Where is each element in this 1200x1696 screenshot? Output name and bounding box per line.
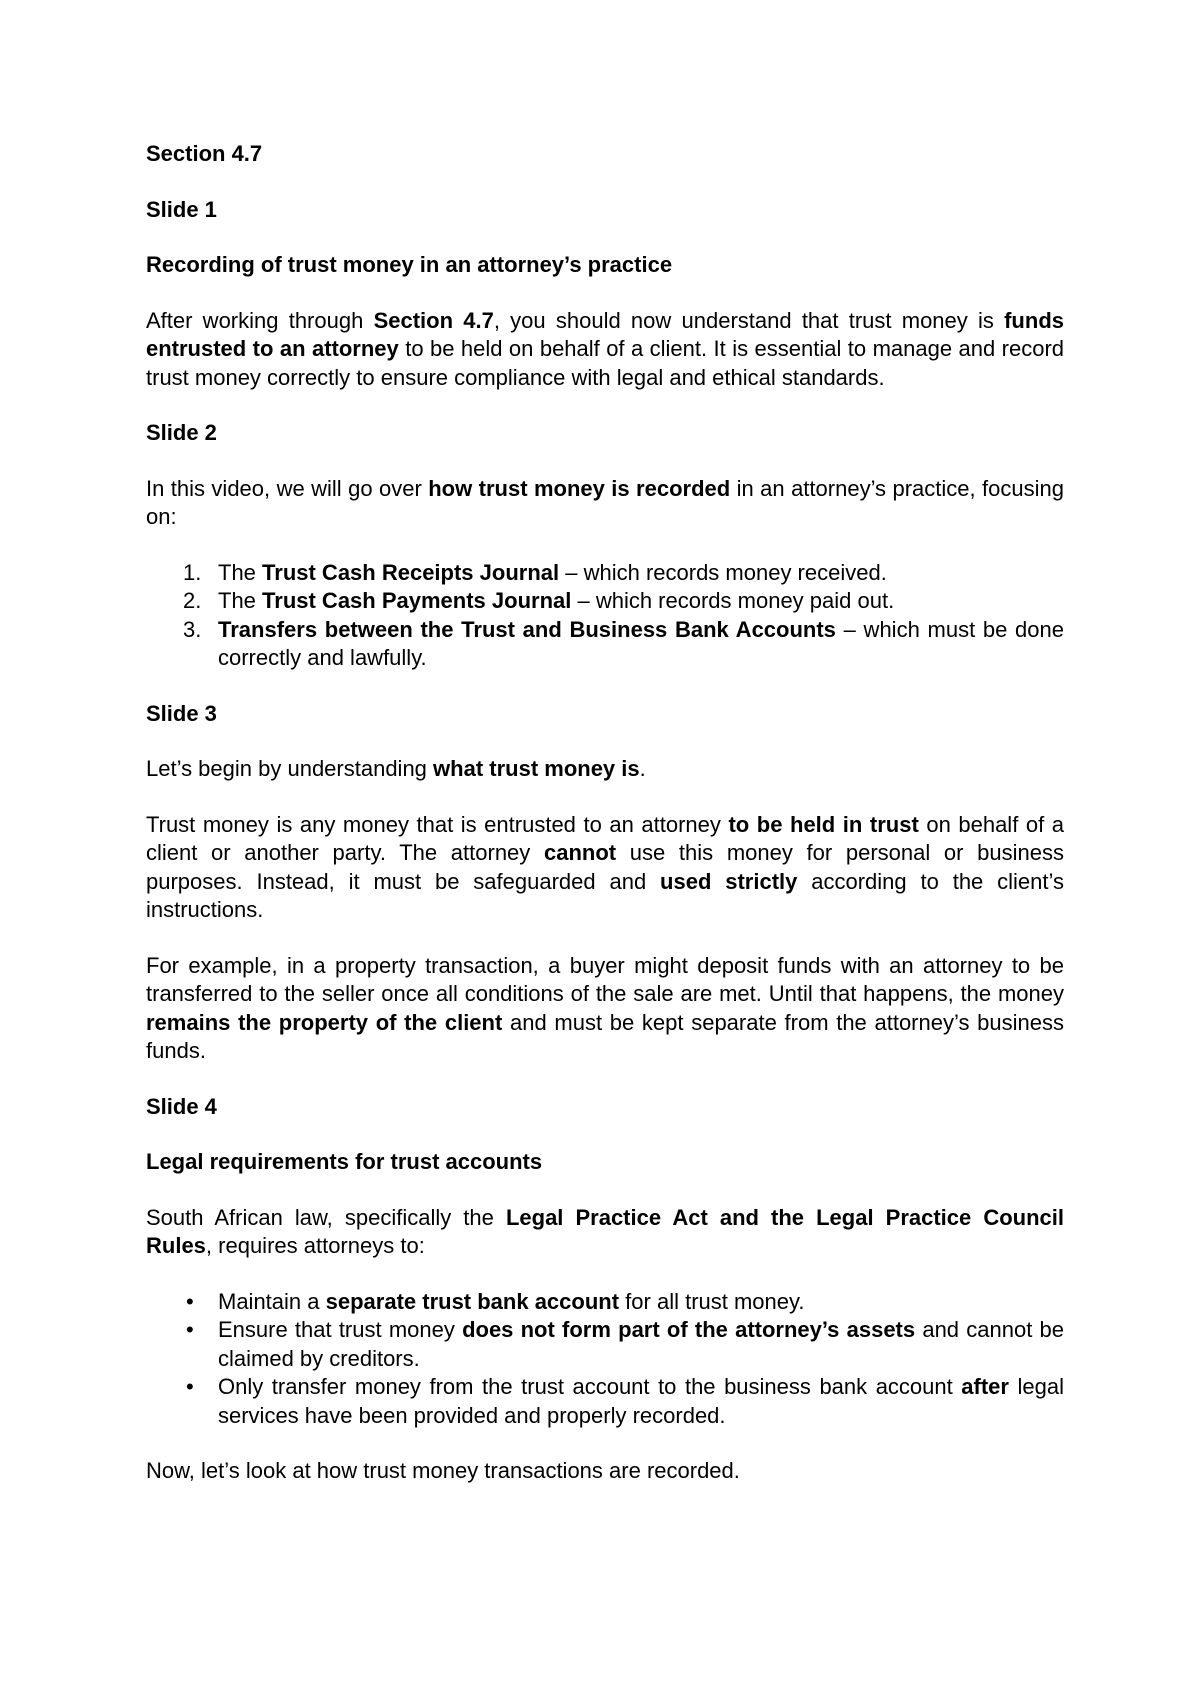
slide-2-label: Slide 2: [146, 420, 217, 445]
list-item: • Maintain a separate trust bank account for all trust money.: [146, 1288, 1064, 1317]
bold-text: funds entrusted to an attorney: [146, 307, 1064, 361]
bullet-icon: •: [186, 1288, 194, 1314]
bold-text: how trust money is recorded: [428, 475, 731, 501]
slide-3-paragraph-1: Let’s begin by understanding what trust money is.: [146, 756, 646, 781]
bold-text: Legal Practice Act and the Legal Practice Council Rules: [146, 1204, 1064, 1258]
slide-3-paragraph-3: For example, in a property transaction, a buyer might deposit funds with an attorney to be transferred to the seller once all conditions of the sale are met. Until that happens, the money remains the property of the client and must be kept separate from the attorney’s business funds.: [146, 952, 1064, 1063]
slide-3-label: Slide 3: [146, 700, 217, 726]
list-item: • Ensure that trust money does not form part of the attorney’s assets and cannot be claimed by creditors.: [186, 1317, 1064, 1371]
bold-text: Trust Cash Receipts Journal: [262, 559, 560, 585]
bullet-list: [146, 1288, 1064, 1431]
bullet-icon: •: [186, 1317, 194, 1342]
closing-paragraph: Now, let’s look at how trust money transactions are recorded.: [146, 1458, 740, 1483]
bold-text: to be held in trust: [728, 811, 919, 837]
numbered-list: [146, 559, 1064, 673]
bold-text: separate trust bank account: [325, 1288, 620, 1314]
bold-text: what trust money is: [433, 756, 640, 781]
bold-text: remains the property of the client: [146, 1009, 503, 1035]
bold-text: cannot: [543, 840, 617, 865]
slide-1-label: Slide 1: [146, 196, 217, 222]
bold-text: used strictly: [660, 868, 798, 894]
bold-text: Section 4.7: [373, 307, 494, 333]
slide-4-paragraph: South African law, specifically the Legal Practice Act and the Legal Practice Council Rules, requires attorneys to:: [146, 1204, 1064, 1258]
slide-1-paragraph: After working through Section 4.7, you should now understand that trust money is funds entrusted to an attorney to be held on behalf of a client. It is essential to manage and record trust money correctly to ensure compliance with legal and ethical standards.: [146, 307, 1065, 390]
list-number: 2.: [183, 588, 202, 613]
document-page: [146, 140, 1064, 1513]
slide-2-paragraph: In this video, we will go over how trust money is recorded in an attorney’s practice, focusing on:: [146, 475, 1064, 529]
bullet-icon: •: [186, 1374, 194, 1399]
bold-text: after: [961, 1374, 1009, 1399]
slide-3-paragraph-2: Trust money is any money that is entrusted to an attorney to be held in trust on behalf of a client or another party. The attorney cannot use this money for personal or business purposes. Instead, it must be safeguarded and used strictly according to the client’s instructions.: [146, 811, 1064, 922]
list-number: 3.: [183, 616, 202, 642]
section-heading: Section 4.7: [146, 141, 263, 166]
list-number: 1.: [183, 559, 202, 585]
bold-text: does not form part of the attorney’s assets: [462, 1317, 916, 1342]
list-item: 1. The Trust Cash Receipts Journal – which records money received.: [146, 559, 1064, 588]
list-item: 2. The Trust Cash Payments Journal – which records money paid out.: [146, 587, 1064, 616]
list-item: 3. Transfers between the Trust and Business Bank Accounts – which must be done correctly and lawfully.: [183, 616, 1064, 670]
bold-text: Trust Cash Payments Journal: [262, 588, 572, 613]
list-item: • Only transfer money from the trust account to the business bank account after legal services have been provided and properly recorded.: [186, 1374, 1065, 1428]
slide-1-title: Recording of trust money in an attorney’s practice: [146, 252, 673, 277]
bold-text: Transfers between the Trust and Business Bank Accounts: [218, 616, 836, 642]
slide-4-label: Slide 4: [146, 1093, 217, 1119]
slide-4-title: Legal requirements for trust accounts: [146, 1149, 543, 1174]
